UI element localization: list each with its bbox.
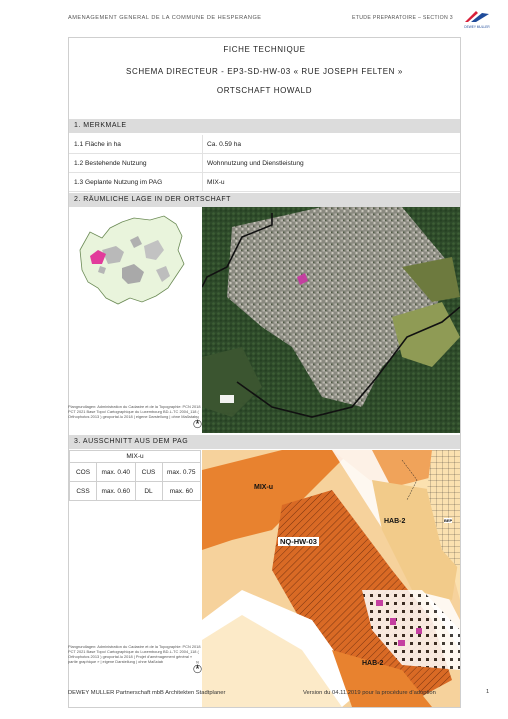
doc-subtitle: SCHEMA DIRECTEUR - EP3-SD-HW-03 « RUE JOSEPH FELTEN » [126,67,403,76]
company-logo [462,8,492,32]
table-row [69,173,460,192]
map-label-hab2-lower: HAB-2 [362,660,384,667]
north-arrow-icon [193,660,202,674]
table-cell: CUS [135,463,162,482]
section-heading-merkmale: 1. MERKMALE [69,119,460,133]
row-key: 1.1 Fläche in ha [74,141,121,148]
divider [202,173,203,191]
table-cell: max. 0.75 [162,463,201,482]
north-arrow-icon [193,415,202,429]
map-label-mixu: MIX-u [254,484,274,491]
table-cell: max. 0.60 [97,482,136,501]
divider [202,135,203,153]
map-label-nq-hw-03: NQ-HW-03 [280,537,317,546]
aerial-photo [202,207,460,433]
table-row [70,482,201,501]
table-cell: max. 60 [162,482,201,501]
table-cell: DL [135,482,162,501]
map-label-hab2-upper: HAB-2 [384,518,406,525]
logo-text: DEWEY MULLER [464,25,490,29]
svg-text:N: N [196,415,199,420]
row-value: Ca. 0.59 ha [207,141,242,148]
footer-version: Version du 04.11.2019 pour la procédure d'adoption [303,690,436,696]
pag-parameters-table [69,450,201,501]
row-value: Wohnnutzung und Dienstleistung [207,160,304,167]
table-row [70,463,201,482]
row-key: 1.2 Bestehende Nutzung [74,160,147,167]
divider [202,154,203,172]
header-left-text: AMENAGEMENT GENERAL DE LA COMMUNE DE HESPERANGE [68,15,262,21]
doc-title: FICHE TECHNIQUE [223,45,306,54]
pag-zoning-map [202,450,460,707]
header-right-text: ETUDE PREPARATOIRE – SECTION 3 [352,15,453,21]
footer-company: DEWEY MULLER Partnerschaft mbB Architekten Stadtplaner [68,690,226,696]
table-row [69,135,460,154]
section-heading-raeumliche-lage: 2. RÄUMLICHE LAGE IN DER ORTSCHAFT [69,193,460,207]
row-key: 1.3 Geplante Nutzung im PAG [74,179,163,186]
map-label-bep: BEP [444,518,453,523]
locality-overview-map [72,210,194,310]
section-heading-pag: 3. AUSSCHNITT AUS DEM PAG [69,435,460,449]
pag-zone-label: MIX-u [70,451,201,463]
map-credit-pag: Plangrundlagen: Administration du Cadastre et de la Topographie: PCN 2018 PCT 2021 Base Topo/ Cartographique du Luxembourg BD-L-TC 2004_118 ( Orthophotos 2013 ) geoportal.lu 2018 | Projet d'aménagement général « partie graphique » | eigene Darstellung | ohne Maßstab [68,644,201,664]
map-credit-aerial: Plangrundlagen: Administration du Cadastre et de la Topographie: PCN 2018 PCT 2021 Base Topo/ Cartographique du Luxembourg BD-L-TC 2004_118 ( Orthophotos 2013 ) geoportal.lu 2018 | eigene Darstellung | ohne Maßstab [68,404,201,419]
doc-locality: ORTSCHAFT HOWALD [216,86,313,95]
table-cell: COS [70,463,97,482]
table-cell: max. 0.40 [97,463,136,482]
row-value: MIX-u [207,179,225,186]
table-row [69,154,460,173]
page-number: 1 [486,689,490,695]
table-cell: CSS [70,482,97,501]
svg-text:N: N [196,660,199,665]
